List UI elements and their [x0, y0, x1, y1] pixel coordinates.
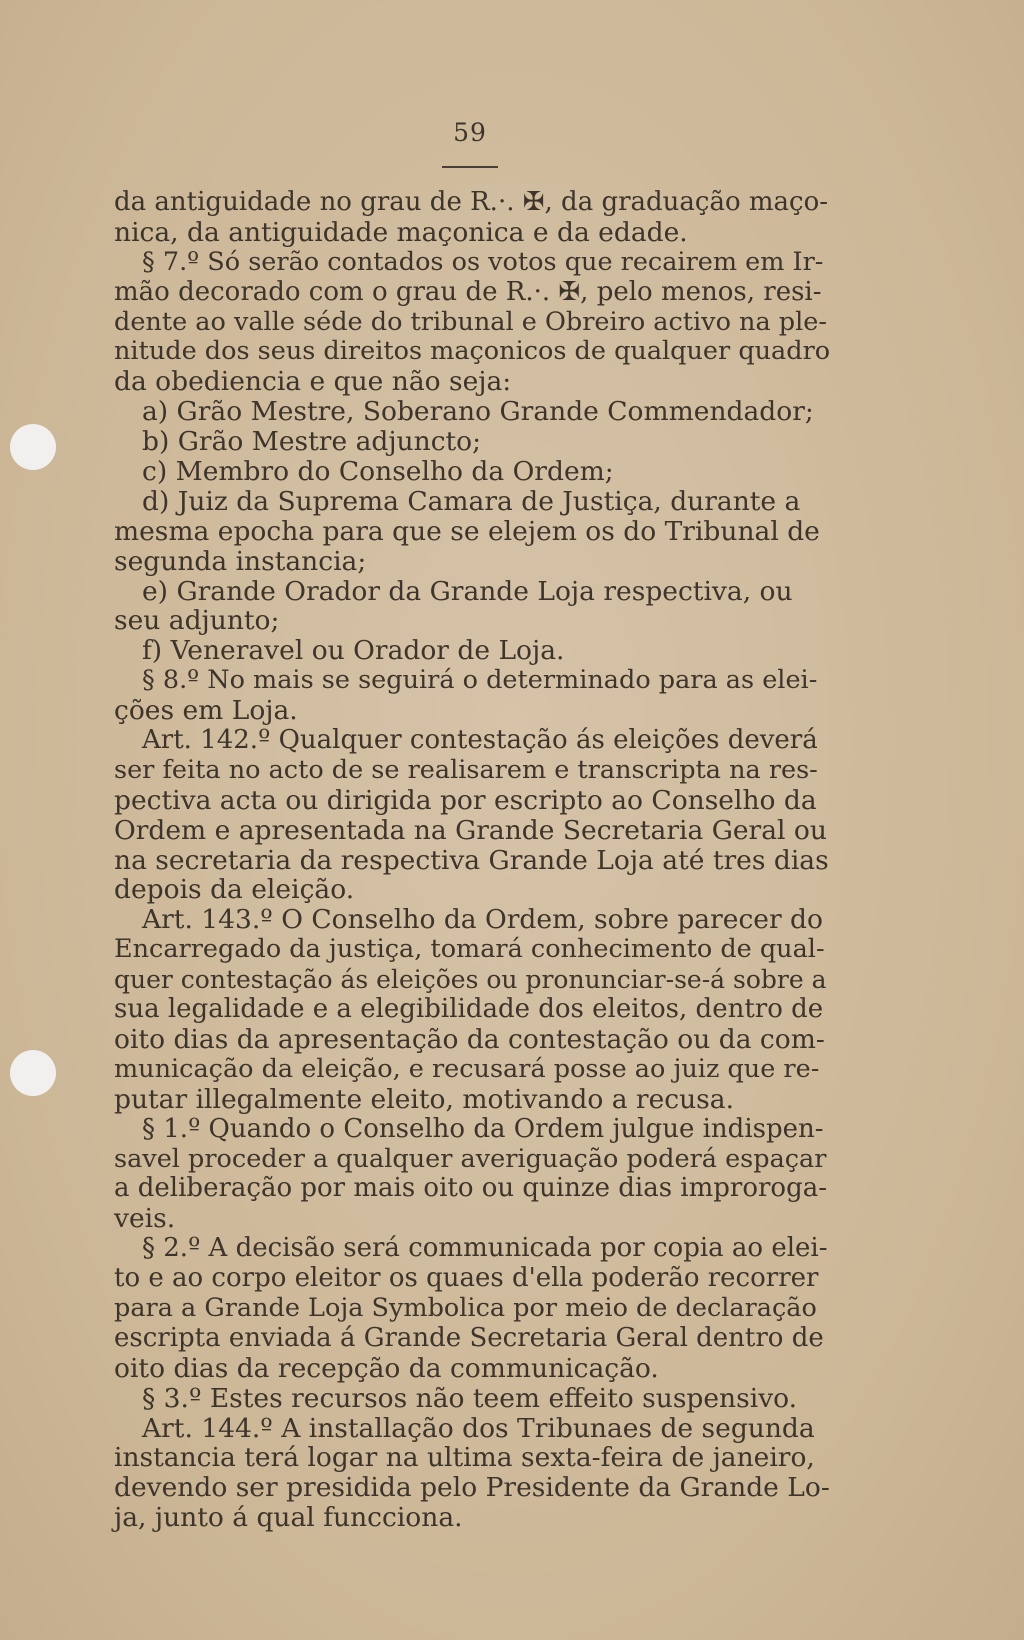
- text-line: Art. 143.º O Conselho da Ordem, sobre parecer do: [142, 904, 823, 936]
- text-line: § 3.º Estes recursos não teem effeito suspensivo.: [142, 1382, 798, 1414]
- text-line: e) Grande Orador da Grande Loja respectiva, ou: [142, 575, 793, 607]
- text-line: mesma epocha para que se elejem os do Tribunal de: [114, 515, 820, 547]
- text-line: para a Grande Loja Symbolica por meio de declaração: [114, 1292, 817, 1323]
- text-line: oito dias da recepção da communicação.: [114, 1352, 659, 1384]
- text-line: oito dias da apresentação da contestação ou da com-: [114, 1023, 825, 1055]
- text-line: Art. 144.º A installação dos Tribunaes de segunda: [142, 1412, 815, 1444]
- text-line: quer contestação ás eleições ou pronunciar-se-á sobre a: [114, 965, 827, 995]
- text-line: segunda instancia;: [114, 545, 367, 577]
- text-line: veis.: [114, 1203, 176, 1235]
- text-line: Ordem e apresentada na Grande Secretaria Geral ou: [114, 814, 827, 846]
- text-line: to e ao corpo eleitor os quaes d'ella poderão recorrer: [114, 1263, 819, 1294]
- text-line: instancia terá logar na ultima sexta-feira de janeiro,: [114, 1442, 815, 1474]
- text-line: § 2.º A decisão será communicada por copia ao elei-: [142, 1233, 828, 1264]
- header-rule: [442, 166, 498, 168]
- text-line: seu adjunto;: [114, 605, 280, 637]
- body-text: [114, 188, 830, 1533]
- text-line: § 8.º No mais se seguirá o determinado para as elei-: [142, 665, 818, 696]
- text-line: ções em Loja.: [114, 695, 298, 727]
- text-line: mão decorado com o grau de R.·. ✠, pelo menos, resi-: [114, 276, 822, 307]
- binding-hole-bottom: [10, 1050, 56, 1096]
- text-line: devendo ser presidida pelo Presidente da Grande Lo-: [114, 1472, 830, 1504]
- text-line: sua legalidade e a elegibilidade dos eleitos, dentro de: [114, 994, 824, 1025]
- text-line: dente ao valle séde do tribunal e Obreiro activo na ple-: [114, 306, 827, 337]
- text-line: na secretaria da respectiva Grande Loja até tres dias: [114, 844, 829, 876]
- binding-hole-top: [10, 424, 56, 470]
- text-line: escripta enviada á Grande Secretaria Geral dentro de: [114, 1322, 824, 1353]
- text-line: a) Grão Mestre, Soberano Grande Commendador;: [142, 396, 814, 428]
- text-line: nica, da antiguidade maçonica e da edade.: [114, 216, 688, 248]
- text-line: ser feita no acto de se realisarem e transcripta na res-: [114, 754, 818, 785]
- text-line: depois da eleição.: [114, 874, 355, 906]
- text-line: da obediencia e que não seja:: [114, 366, 512, 398]
- text-line: pectiva acta ou dirigida por escripto ao Conselho da: [114, 784, 817, 816]
- text-line: nitude dos seus direitos maçonicos de qualquer quadro: [114, 336, 831, 367]
- page-number: 59: [453, 118, 487, 147]
- text-line: Art. 142.º Qualquer contestação ás eleições deverá: [142, 725, 818, 756]
- text-line: a deliberação por mais oito ou quinze dias improroga-: [114, 1173, 828, 1204]
- text-line: ja, junto á qual funcciona.: [114, 1502, 463, 1534]
- text-line: putar illegalmente eleito, motivando a recusa.: [114, 1083, 735, 1115]
- text-line: § 7.º Só serão contados os votos que recairem em Ir-: [142, 246, 824, 277]
- text-line: d) Juiz da Suprema Camara de Justiça, durante a: [142, 485, 801, 517]
- text-line: § 1.º Quando o Conselho da Ordem julgue indispen-: [142, 1113, 824, 1144]
- text-line: b) Grão Mestre adjuncto;: [142, 426, 482, 458]
- text-line: c) Membro do Conselho da Ordem;: [142, 456, 614, 488]
- text-line: savel proceder a qualquer averiguação poderá espaçar: [114, 1143, 827, 1174]
- text-line: Encarregado da justiça, tomará conhecimento de qual-: [114, 934, 825, 965]
- text-line: municação da eleição, e recusará posse ao juiz que re-: [114, 1053, 820, 1084]
- text-line: f) Veneravel ou Orador de Loja.: [142, 635, 565, 667]
- text-line: da antiguidade no grau de R.·. ✠, da graduação maço-: [114, 187, 829, 217]
